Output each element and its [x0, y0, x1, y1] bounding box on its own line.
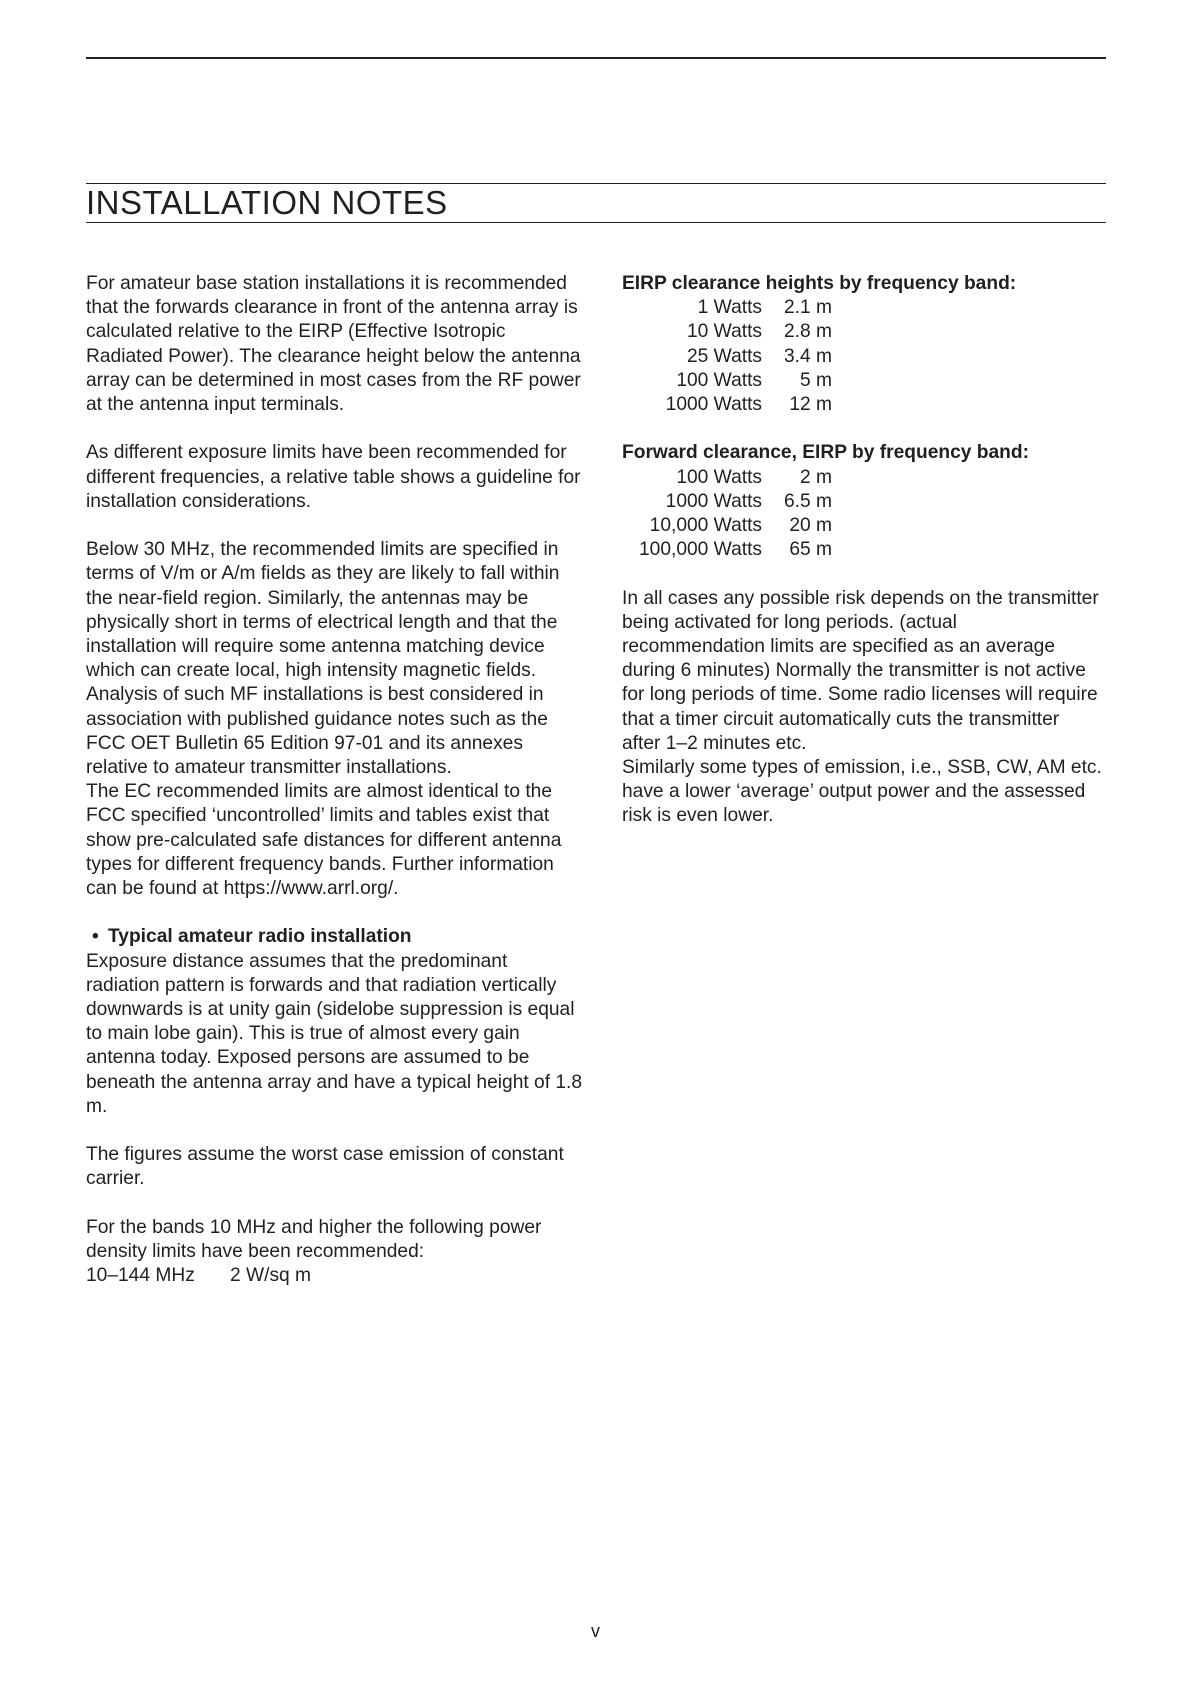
distance-cell: 2 m: [800, 466, 832, 488]
emission-types-paragraph: Similarly some types of emission, i.e., SSB, CW, AM etc. have a lower ‘average’ output power and the assessed risk is even lower.: [622, 757, 1102, 827]
density-band: 10–144 MHz: [86, 1265, 195, 1287]
top-rule: [86, 57, 1106, 59]
table-row: [622, 514, 832, 538]
power-cell: 100 Watts: [676, 466, 762, 488]
table-row: [622, 345, 832, 369]
table-row: [622, 393, 832, 417]
distance-cell: 5 m: [800, 369, 832, 391]
power-cell: 25 Watts: [687, 345, 762, 367]
distance-cell: 20 m: [789, 515, 832, 537]
distance-cell: 3.4 m: [784, 345, 832, 367]
power-density-row: [86, 1264, 586, 1288]
power-cell: 1000 Watts: [665, 490, 762, 512]
exposure-limits-paragraph: As different exposure limits have been recommended for different frequencies, a relative table shows a guideline for installation considerations.: [86, 442, 581, 512]
table-row: [622, 369, 832, 393]
title-rule-bottom: [86, 222, 1106, 223]
below-30mhz-paragraph: Below 30 MHz, the recommended limits are specified in terms of V/m or A/m fields as they are likely to fall within the near-field region. Similarly, the antennas may be physically short in terms of electrical length and that the installation will require some antenna matching device which can create local, high intensity magnetic fields. Analysis of such MF installations is best considered in association with published guidance notes such as the FCC OET Bulletin 65 Edition 97-01 and its annexes relative to amateur transmitter installations.: [86, 539, 560, 779]
forward-clearance-heading: Forward clearance, EIRP by frequency band:: [622, 442, 1029, 464]
risk-paragraph: In all cases any possible risk depends on the transmitter being activated for long periods. (actual recommendation limits are specified as an average during 6 minutes) Normally the transmitter is not active for long periods of time. Some radio licenses will require that a timer circuit automatically cuts the transmitter after 1–2 minutes etc.: [622, 587, 1099, 754]
intro-paragraph: For amateur base station installations it is recommended that the forwards clearance in front of the antenna array is calculated relative to the EIRP (Effective Isotropic Radiated Power). The clearance height below the antenna array can be determined in most cases from the RF power at the antenna input terminals.: [86, 273, 581, 416]
power-density-paragraph: For the bands 10 MHz and higher the following power density limits have been recommended:: [86, 1216, 542, 1263]
power-cell: 100,000 Watts: [638, 539, 762, 561]
ec-limits-paragraph: The EC recommended limits are almost identical to the FCC specified ‘uncontrolled’ limits and tables exist that show pre-calculated safe distances for different antenna types for different frequency bands. Further information can be found at https://www.arrl.org/.: [86, 781, 562, 900]
table-row: [622, 320, 832, 344]
left-column: [86, 272, 586, 1288]
power-cell: 10,000 Watts: [649, 515, 762, 537]
distance-cell: 65 m: [789, 539, 832, 561]
power-cell: 1 Watts: [697, 297, 762, 319]
eirp-heading: EIRP clearance heights by frequency band:: [622, 273, 1017, 294]
density-value: 2 W/sq m: [230, 1265, 312, 1287]
distance-cell: 12 m: [789, 394, 832, 416]
right-column: [622, 272, 1102, 829]
power-cell: 10 Watts: [687, 321, 762, 343]
distance-cell: 6.5 m: [784, 490, 832, 512]
forward-clearance-table: [622, 466, 832, 563]
typical-installation-title: Typical amateur radio installation: [108, 926, 412, 948]
eirp-table: [622, 296, 832, 417]
typical-installation-heading: [86, 925, 586, 949]
page-title: INSTALLATION NOTES: [86, 184, 448, 221]
power-cell: 1000 Watts: [665, 394, 762, 416]
exposure-distance-paragraph: Exposure distance assumes that the predominant radiation pattern is forwards and that radiation vertically downwards is at unity gain (sidelobe suppression is equal to main lobe gain). This is true of almost every gain antenna today. Exposed persons are assumed to be beneath the antenna array and have a typical height of 1.8 m.: [86, 950, 583, 1117]
table-row: [622, 538, 832, 562]
table-row: [622, 466, 832, 490]
distance-cell: 2.1 m: [784, 297, 832, 319]
bullet-icon: •: [92, 926, 99, 948]
worst-case-paragraph: The figures assume the worst case emission of constant carrier.: [86, 1144, 564, 1190]
distance-cell: 2.8 m: [784, 321, 832, 343]
table-row: [622, 296, 832, 320]
power-cell: 100 Watts: [676, 369, 762, 391]
page-number: v: [591, 1621, 600, 1641]
table-row: [622, 490, 832, 514]
